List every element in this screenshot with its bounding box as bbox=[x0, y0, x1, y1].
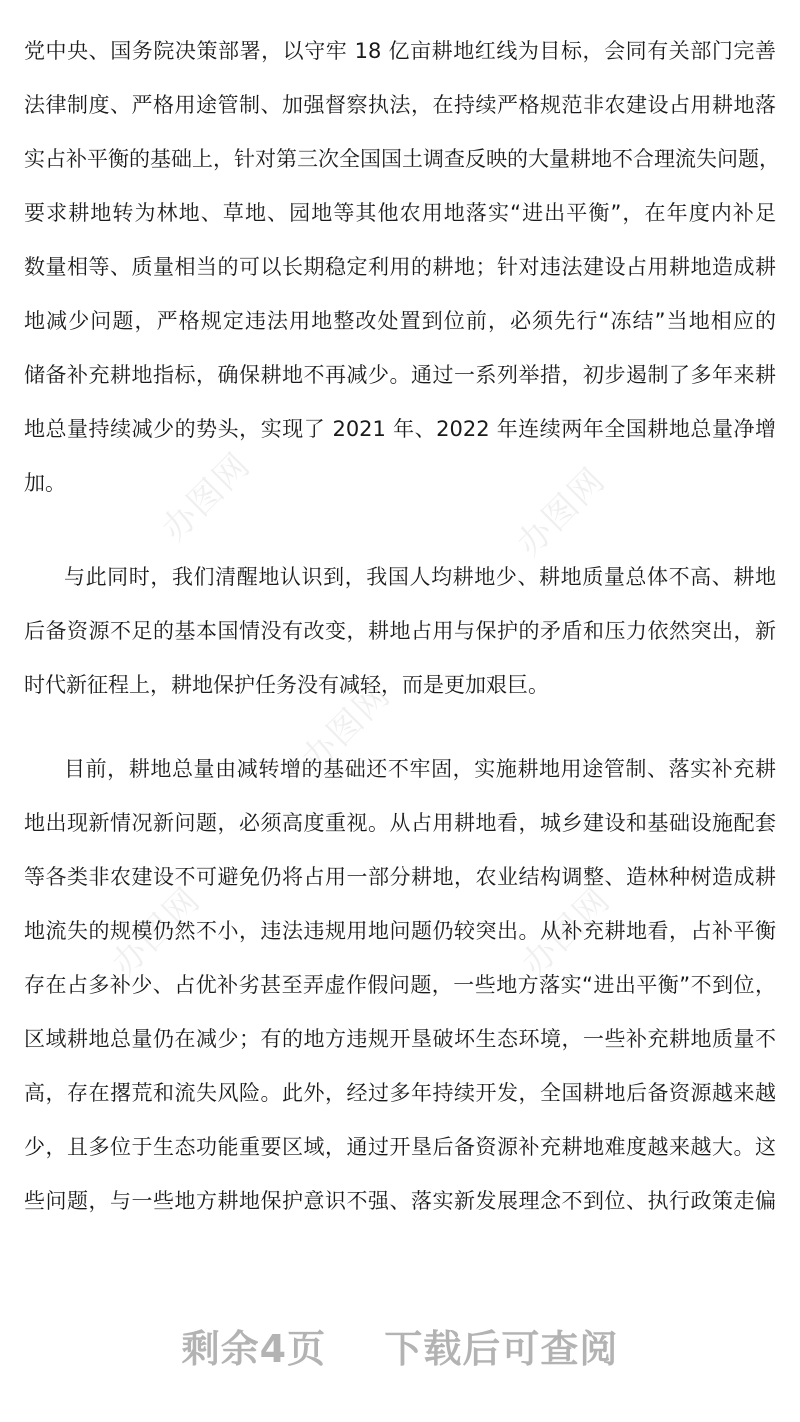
text-line: 法律制度、严格用途管制、加强督察执法，在持续严格规范非农建设占用耕地落 bbox=[24, 93, 776, 117]
text-line: 地总量持续减少的势头，实现了 2021 年、2022 年连续两年全国耕地总量净增 bbox=[24, 417, 776, 441]
text-line: 区域耕地总量仍在减少；有的地方违规开垦破坏生态环境，一些补充耕地质量不 bbox=[24, 1027, 776, 1051]
download-prompt[interactable] bbox=[0, 1318, 800, 1378]
text-line: 时代新征程上，耕地保护任务没有减轻，而是更加艰巨。 bbox=[24, 673, 549, 697]
text-line: 高，存在撂荒和流失风险。此外，经过多年持续开发，全国耕地后备资源越来越 bbox=[24, 1081, 776, 1105]
text-line: 加。 bbox=[24, 471, 66, 495]
text-line: 些问题，与一些地方耕地保护意识不强、落实新发展理念不到位、执行政策走偏 bbox=[24, 1189, 776, 1213]
text-line: 要求耕地转为林地、草地、园地等其他农用地落实“进出平衡”，在年度内补足 bbox=[24, 201, 776, 225]
text-line: 目前，耕地总量由减转增的基础还不牢固，实施耕地用途管制、落实补充耕 bbox=[64, 757, 776, 781]
text-line: 与此同时，我们清醒地认识到，我国人均耕地少、耕地质量总体不高、耕地 bbox=[64, 565, 776, 589]
watermark: 办图网 bbox=[154, 444, 259, 550]
text-line: 数量相等、质量相当的可以长期稳定利用的耕地；针对违法建设占用耕地造成耕 bbox=[24, 255, 776, 279]
watermark: 办图网 bbox=[509, 459, 614, 565]
remaining-pages-label: 剩余4页 bbox=[181, 1327, 327, 1371]
text-line: 地出现新情况新问题，必须高度重视。从占用耕地看，城乡建设和基础设施配套 bbox=[24, 811, 776, 835]
text-line: 党中央、国务院决策部署，以守牢 18 亿亩耕地红线为目标，会同有关部门完善 bbox=[24, 39, 776, 63]
text-line: 少，且多位于生态功能重要区域，通过开垦后备资源补充耕地难度越来越大。这 bbox=[24, 1135, 776, 1159]
watermark: 办图网 bbox=[104, 879, 209, 985]
text-line: 等各类非农建设不可避免仍将占用一部分耕地，农业结构调整、造林种树造成耕 bbox=[24, 865, 776, 889]
watermark: 办图网 bbox=[514, 879, 619, 985]
text-line: 地流失的规模仍然不小，违法违规用地问题仍较突出。从补充耕地看，占补平衡 bbox=[24, 919, 776, 943]
text-line: 实占补平衡的基础上，针对第三次全国国土调查反映的大量耕地不合理流失问题， bbox=[24, 147, 780, 171]
text-line: 储备补充耕地指标，确保耕地不再减少。通过一系列举措，初步遏制了多年来耕 bbox=[24, 363, 776, 387]
text-line: 后备资源不足的基本国情没有改变，耕地占用与保护的矛盾和压力依然突出，新 bbox=[24, 619, 776, 643]
text-line: 地减少问题，严格规定违法用地整改处置到位前，必须先行“冻结”当地相应的 bbox=[24, 309, 776, 333]
text-line: 存在占多补少、占优补劣甚至弄虚作假问题，一些地方落实“进出平衡”不到位， bbox=[24, 973, 776, 997]
watermark: 办图网 bbox=[294, 674, 399, 780]
download-to-read-label[interactable]: 下载后可查阅 bbox=[384, 1327, 619, 1371]
